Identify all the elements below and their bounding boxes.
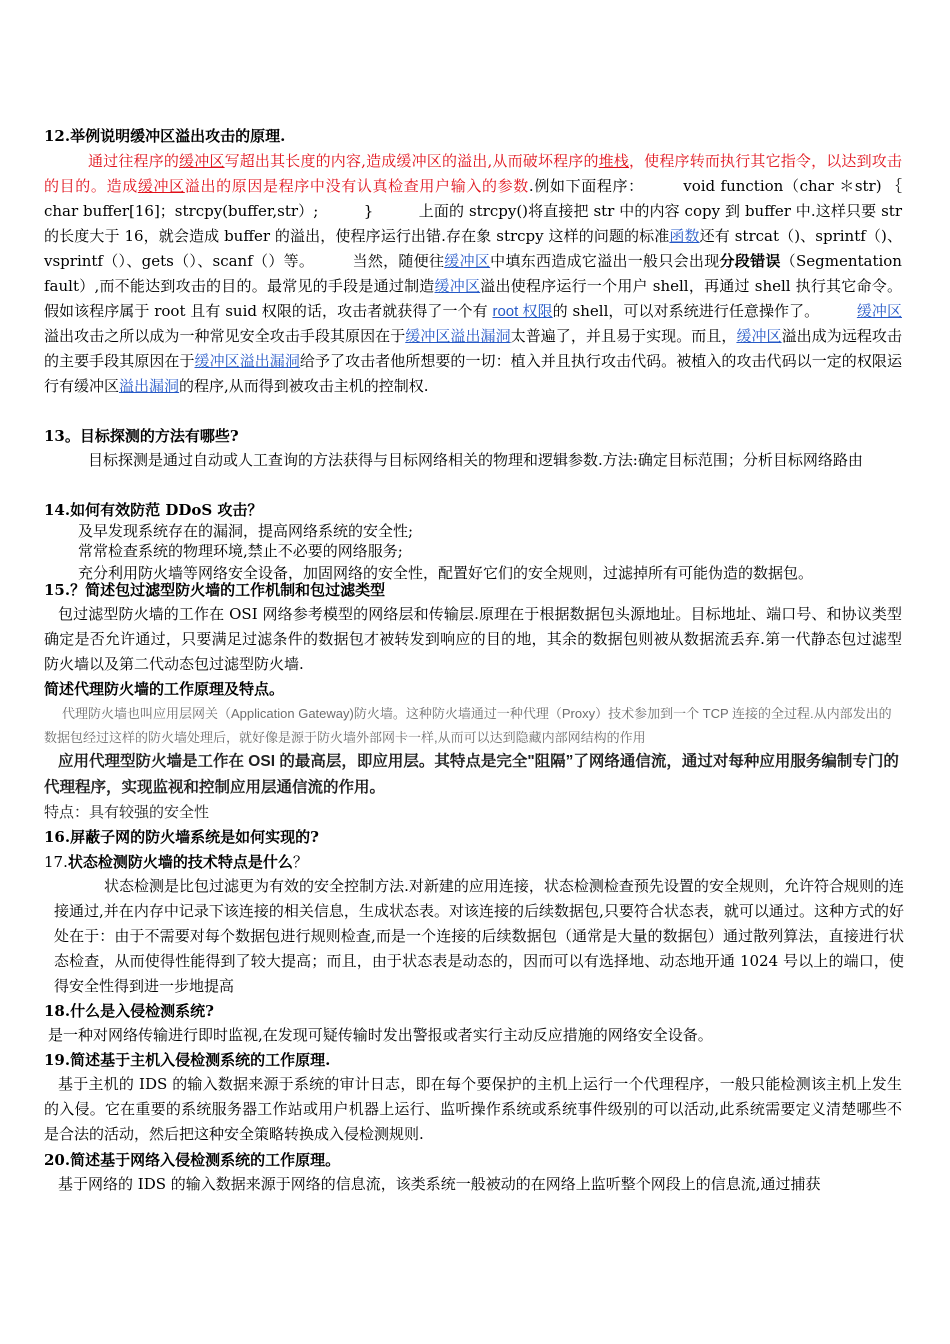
- q12-text-4: 溢出的原因是程序中没有认真检查用户输入的参数: [184, 177, 529, 195]
- q12-body: [44, 149, 948, 399]
- q12-text-10: 的 shell，可以对系统进行任意操作了。: [552, 302, 857, 320]
- q18-body: 是一种对网络传输进行即时监视,在发现可疑传输时发出警报或者实行主动反应措施的网络安全设备。: [48, 1026, 713, 1044]
- q12-link-buffer-1[interactable]: 缓冲区: [179, 152, 225, 170]
- q19-body: 基于主机的 IDS 的输入数据来源于系统的审计日志，即在每个要保护的主机上运行一个代理程序，一般只能检测该主机上发生的入侵。它在重要的系统服务器工作站或用户机器上运行、监听操作系统或系统事件级别的可以活动,此系统需要定义清楚哪些不是合法的活动，然后把这种安全策略转换成入侵检测规则.: [44, 1075, 902, 1143]
- q12-text-7: 中填东西造成它溢出一般只会出现: [490, 252, 720, 270]
- q12-text-8: （Segmentation fault）,而不能达到攻击的目的。最常见的手段是通过制造: [44, 252, 902, 295]
- q14-item-1: 及早发现系统存在的漏洞，提高网络系统的安全性;: [78, 522, 414, 540]
- q20-title: 20.简述基于网络入侵检测系统的工作原理。: [44, 1151, 341, 1169]
- q14-item-2: 常常检查系统的物理环境,禁止不必要的网络服务;: [78, 542, 403, 560]
- proxy-gray-text: 代理防火墙也叫应用层网关（Application Gateway)防火墙。这种防火墙通过一种代理（Proxy）技术参加到一个 TCP 连接的全过程.从内部发出的数据包经过这样的防火墙处理后，就好像是源于防火墙外部网卡一样,从而可以达到隐藏内部网结构的作用: [44, 706, 892, 745]
- q12-link-buffer-4[interactable]: 缓冲区: [434, 277, 481, 295]
- q20-body: 基于网络的 IDS 的输入数据来源于网络的信息流，该类系统一般被动的在网络上监听整个网段上的信息流,通过捕获: [58, 1175, 821, 1193]
- q12-link-buffer-5[interactable]: 缓冲区: [856, 302, 902, 320]
- q12-link-overflow-vuln-3[interactable]: 溢出漏洞: [119, 377, 180, 395]
- proxy-bold-text: 应用代理型防火墙是工作在 OSI 的最高层，即应用层。其特点是完全"阻隔”了网络通信流，通过对每种应用服务编制专门的代理程序，实现监视和控制应用层通信流的作用。: [44, 753, 899, 796]
- q12-link-root[interactable]: root 权限: [492, 303, 553, 320]
- q13-title: 13。目标探测的方法有哪些?: [44, 427, 239, 445]
- q17-title: [44, 850, 902, 875]
- q12-text-2: 写超出其长度的内容,造成缓冲区的溢出,从而破坏程序的: [224, 152, 599, 170]
- q12-text-13: 溢出成为远程攻击的主要手段其原因在于: [44, 327, 902, 370]
- q14-title: 14.如何有效防范 DDoS 攻击？: [44, 501, 263, 519]
- q12-segfault-bold: 分段错误: [719, 252, 781, 270]
- q15-title: 15.？简述包过滤型防火墙的工作机制和包过滤类型: [44, 581, 386, 599]
- proxy-feature: 特点：具有较强的安全性: [44, 804, 210, 821]
- q15-body: 包过滤型防火墙的工作在 OSI 网络参考模型的网络层和传输层.原理在于根据数据包头源地址。目标地址、端口号、和协议类型确定是否允许通过，只要满足过滤条件的数据包才被转发到响应的目的地，其余的数据包则被从数据流丢弃.第一代静态包过滤型防火墙以及第二代动态包过滤型防火墙.: [44, 605, 902, 673]
- q14-item-3: 充分利用防火墙等网络安全设备，加固网络的安全性，配置好它们的安全规则，过滤掉所有可能伪造的数据包。: [78, 564, 814, 582]
- q14-list: [78, 521, 904, 585]
- q12-link-buffer-6[interactable]: 缓冲区: [736, 327, 782, 345]
- q13-body: 目标探测是通过自动或人工查询的方法获得与目标网络相关的物理和逻辑参数.方法:确定目标范围；分析目标网络路由: [88, 451, 863, 469]
- q17-title-end: ？: [292, 853, 308, 871]
- q12-link-function[interactable]: 函数: [669, 227, 700, 245]
- q12-text-15: 的程序,从而得到被攻击主机的控制权.: [179, 377, 429, 395]
- q19-title: 19.简述基于主机入侵检测系统的工作原理.: [44, 1051, 331, 1069]
- q12-text-12: 太普遍了，并且易于实现。而且，: [510, 327, 737, 345]
- q12-link-stack[interactable]: 堆栈: [598, 152, 629, 170]
- q12-link-overflow-vuln-2[interactable]: 缓冲区溢出漏洞: [194, 352, 300, 370]
- q12-text-14: 给予了攻击者他所想要的一切：植入并且执行攻击代码。被植入的攻击代码以一定的权限运行有缓冲区: [44, 352, 902, 395]
- q12-link-buffer-3[interactable]: 缓冲区: [444, 252, 491, 270]
- q12-text-1: 通过往程序的: [88, 152, 180, 170]
- q12-title: 12.举例说明缓冲区溢出攻击的原理.: [44, 127, 286, 145]
- proxy-title: 简述代理防火墙的工作原理及特点。: [44, 680, 285, 698]
- q17-title-num: 17.: [44, 853, 68, 871]
- q17-body: 状态检测是比包过滤更为有效的安全控制方法.对新建的应用连接，状态检测检查预先设置的安全规则，允许符合规则的连接通过,并在内存中记录下该连接的相关信息，生成状态表。对该连接的后续数据包,只要符合状态表，就可以通过。这种方式的好处在于：由于不需要对每个数据包进行规则检查,而是一个连接的后续数据包（通常是大量的数据包）通过散列算法，直接进行状态检查，从而使得性能得到了较大提高；而且，由于状态表是动态的，因而可以有选择地、动态地开通 1024 号以上的端口，使得安全性得到进一步地提高: [54, 877, 904, 995]
- q12-link-buffer-2[interactable]: 缓冲区: [137, 177, 185, 195]
- q12-text-11: 溢出攻击之所以成为一种常见安全攻击手段其原因在于: [44, 327, 406, 345]
- q12-text-9: 溢出使程序运行一个用户 shell，再通过 shell 执行其它命令。假如该程序属于 root 且有 suid 权限的话，攻击者就获得了一个有: [44, 277, 902, 320]
- q12-text-5: .例如下面程序： void function（char ＊str) ｛ char buffer[16]；strcpy(buffer,str）; } 上面的 strcpy()将直接把 str 中的内容 copy 到 buffer 中.这样只要 str 的长度大于 16，就会造成 buffer 的溢出，使程序运行出错.存在象 strcpy 这样的问题的标准: [44, 177, 948, 245]
- q17-title-bold: 状态检测防火墙的技术特点是什么: [67, 853, 293, 871]
- q12-text-3: ，使程序转而执行其它指令，以达到攻击的目的。造成: [44, 152, 902, 195]
- q18-title: 18.什么是入侵检测系统?: [44, 1002, 214, 1020]
- q12-link-overflow-vuln-1[interactable]: 缓冲区溢出漏洞: [405, 327, 511, 345]
- q12-text-6: 还有 strcat（)、sprintf（)、vsprintf（）、gets（）、scanf（）等。 当然，随便往: [44, 227, 902, 270]
- q16-title: 16.屏蔽子网的防火墙系统是如何实现的?: [44, 828, 319, 846]
